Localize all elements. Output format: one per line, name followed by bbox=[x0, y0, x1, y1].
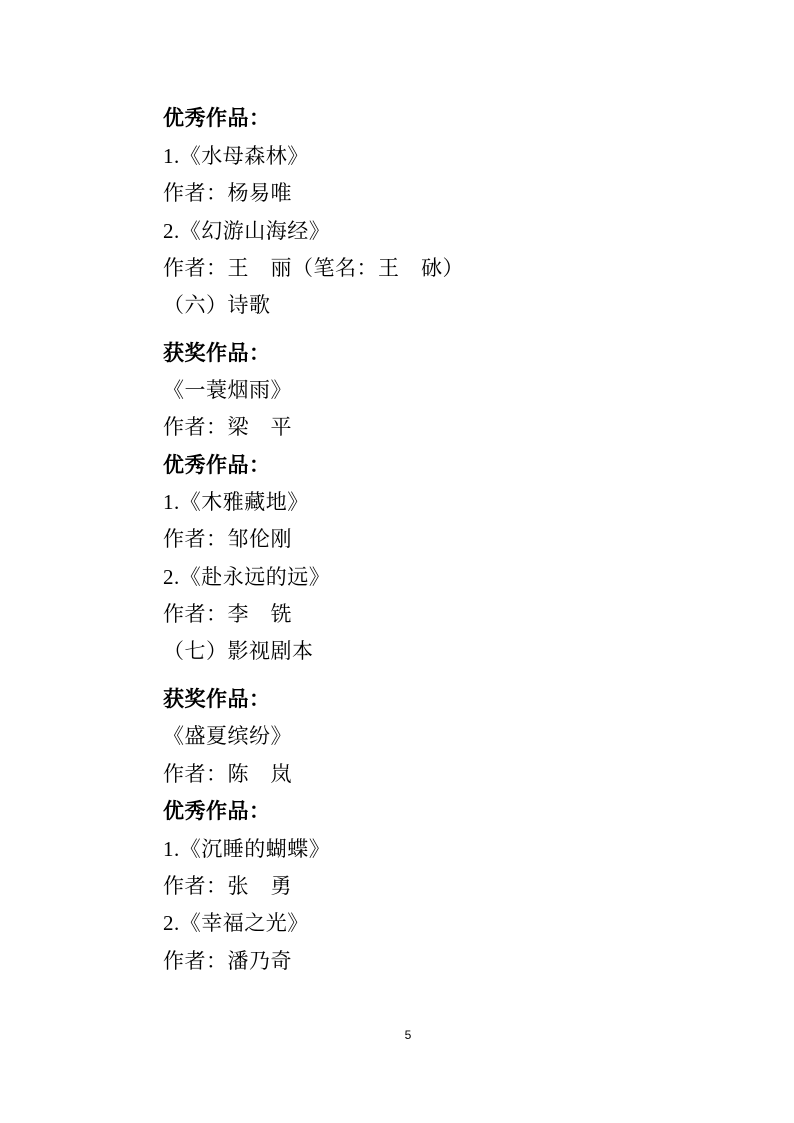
excellent-work-title bbox=[163, 835, 330, 863]
work-title: 《赴永远的远》 bbox=[179, 565, 331, 589]
item-number: 2. bbox=[163, 565, 180, 589]
award-works-heading: 获奖作品： bbox=[163, 687, 271, 711]
item-number: 1. bbox=[163, 837, 180, 861]
excellent-work-title bbox=[163, 488, 309, 516]
work-author: 作者：邹伦刚 bbox=[163, 527, 292, 551]
work-author: 作者：杨易唯 bbox=[163, 181, 292, 205]
work-author: 作者：梁 平 bbox=[163, 415, 292, 439]
award-works-heading: 获奖作品： bbox=[163, 341, 271, 365]
item-number: 2. bbox=[163, 219, 180, 243]
page-number: 5 bbox=[404, 1028, 412, 1042]
excellent-work-title bbox=[163, 217, 330, 245]
item-number: 1. bbox=[163, 490, 180, 514]
work-title: 《水母森林》 bbox=[179, 144, 309, 168]
work-title: 《幻游山海经》 bbox=[179, 219, 331, 243]
work-author: 作者：张 勇 bbox=[163, 874, 292, 898]
excellent-works-heading: 优秀作品： bbox=[163, 453, 271, 477]
item-number: 1. bbox=[163, 144, 180, 168]
work-title: 《木雅藏地》 bbox=[179, 490, 309, 514]
section-heading-poetry: （六）诗歌 bbox=[163, 293, 271, 317]
work-author: 作者：李 铣 bbox=[163, 602, 292, 626]
item-number: 2. bbox=[163, 911, 180, 935]
award-work-title: 《盛夏缤纷》 bbox=[163, 724, 292, 748]
excellent-works-heading: 优秀作品： bbox=[163, 106, 271, 130]
award-work-title: 《一蓑烟雨》 bbox=[163, 378, 292, 402]
work-title: 《沉睡的蝴蝶》 bbox=[179, 837, 331, 861]
work-author: 作者：王 丽（笔名：王 砅） bbox=[163, 256, 464, 280]
work-author: 作者：潘乃奇 bbox=[163, 949, 292, 973]
work-title: 《幸福之光》 bbox=[179, 911, 309, 935]
excellent-work-title bbox=[163, 142, 309, 170]
work-author: 作者：陈 岚 bbox=[163, 762, 292, 786]
excellent-work-title bbox=[163, 563, 330, 591]
excellent-work-title bbox=[163, 909, 309, 937]
excellent-works-heading: 优秀作品： bbox=[163, 799, 271, 823]
section-heading-screenplay: （七）影视剧本 bbox=[163, 639, 314, 663]
